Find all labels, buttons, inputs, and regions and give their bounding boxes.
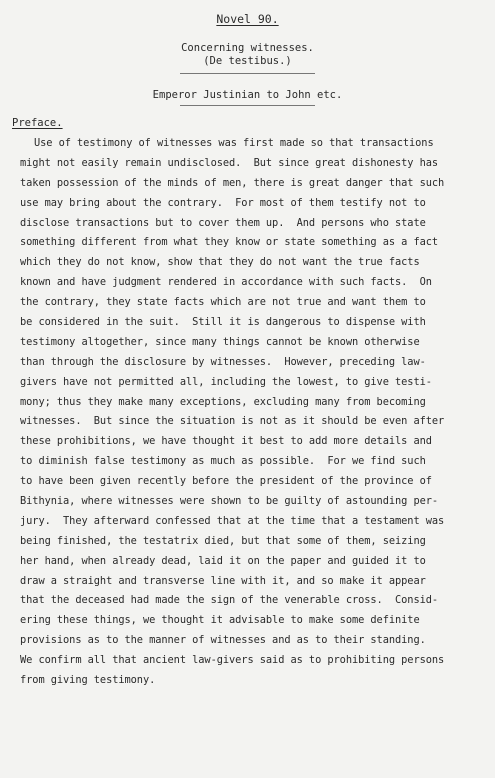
document-subtitle: Concerning witnesses. <box>181 42 314 54</box>
text-line: to diminish false testimony as much as possible. For we find such <box>20 455 426 468</box>
text-line: We confirm all that ancient law-givers said as to prohibiting persons <box>20 654 445 667</box>
text-line: be considered in the suit. Still it is dangerous to dispense with <box>20 316 426 329</box>
text-line: her hand, when already dead, laid it on the paper and guided it to <box>20 554 426 567</box>
text-line: draw a straight and transverse line with it, and so make it appear <box>20 574 426 587</box>
text-line: ering these things, we thought it advisable to make some definite <box>20 614 420 627</box>
text-line: being finished, the testatrix died, but that some of them, seizing <box>20 534 426 547</box>
preface-heading: Preface. <box>12 117 63 129</box>
text-line: use may bring about the contrary. For most of them testify not to <box>20 196 426 209</box>
latin-subtitle: (De testibus.) <box>203 55 292 67</box>
divider-bottom <box>180 105 315 106</box>
text-line: provisions as to the manner of witnesses and as to their standing. <box>20 634 426 647</box>
text-line: witnesses. But since the situation is not as it should be even after <box>20 415 445 428</box>
text-line: which they do not know, show that they do not want the true facts <box>20 256 420 269</box>
text-line: disclose transactions but to cover them up. And persons who state <box>20 216 426 229</box>
text-line: that the deceased had made the sign of the venerable cross. Consid- <box>20 594 439 607</box>
text-line: Use of testimony of witnesses was first made so that transactions <box>34 137 434 149</box>
text-line: to have been given recently before the president of the province of <box>20 475 432 488</box>
divider-top <box>180 73 315 74</box>
text-line: the contrary, they state facts which are not true and want them to <box>20 296 426 309</box>
preface-body <box>20 134 490 691</box>
text-line: than through the disclosure by witnesses. However, preceding law- <box>20 355 426 368</box>
text-line: Bithynia, where witnesses were shown to be guilty of astounding per- <box>20 495 439 508</box>
text-line: known and have judgment rendered in accordance with such facts. On <box>20 276 432 289</box>
text-line: jury. They afterward confessed that at the time that a testament was <box>20 514 445 527</box>
salutation: Emperor Justinian to John etc. <box>152 89 343 101</box>
text-line: something different from what they know or state something as a fact <box>20 236 439 249</box>
novel-title: Novel 90. <box>216 12 279 26</box>
text-line: these prohibitions, we have thought it best to add more details and <box>20 435 432 448</box>
text-line: might not easily remain undisclosed. But since great dishonesty has <box>20 156 439 169</box>
text-line: givers have not permitted all, including the lowest, to give testi- <box>20 375 432 388</box>
text-line: taken possession of the minds of men, there is great danger that such <box>20 176 445 189</box>
text-line: mony; thus they make many exceptions, excluding many from becoming <box>20 395 426 408</box>
text-line: testimony altogether, since many things cannot be known otherwise <box>20 335 420 348</box>
text-line: from giving testimony. <box>20 674 156 687</box>
